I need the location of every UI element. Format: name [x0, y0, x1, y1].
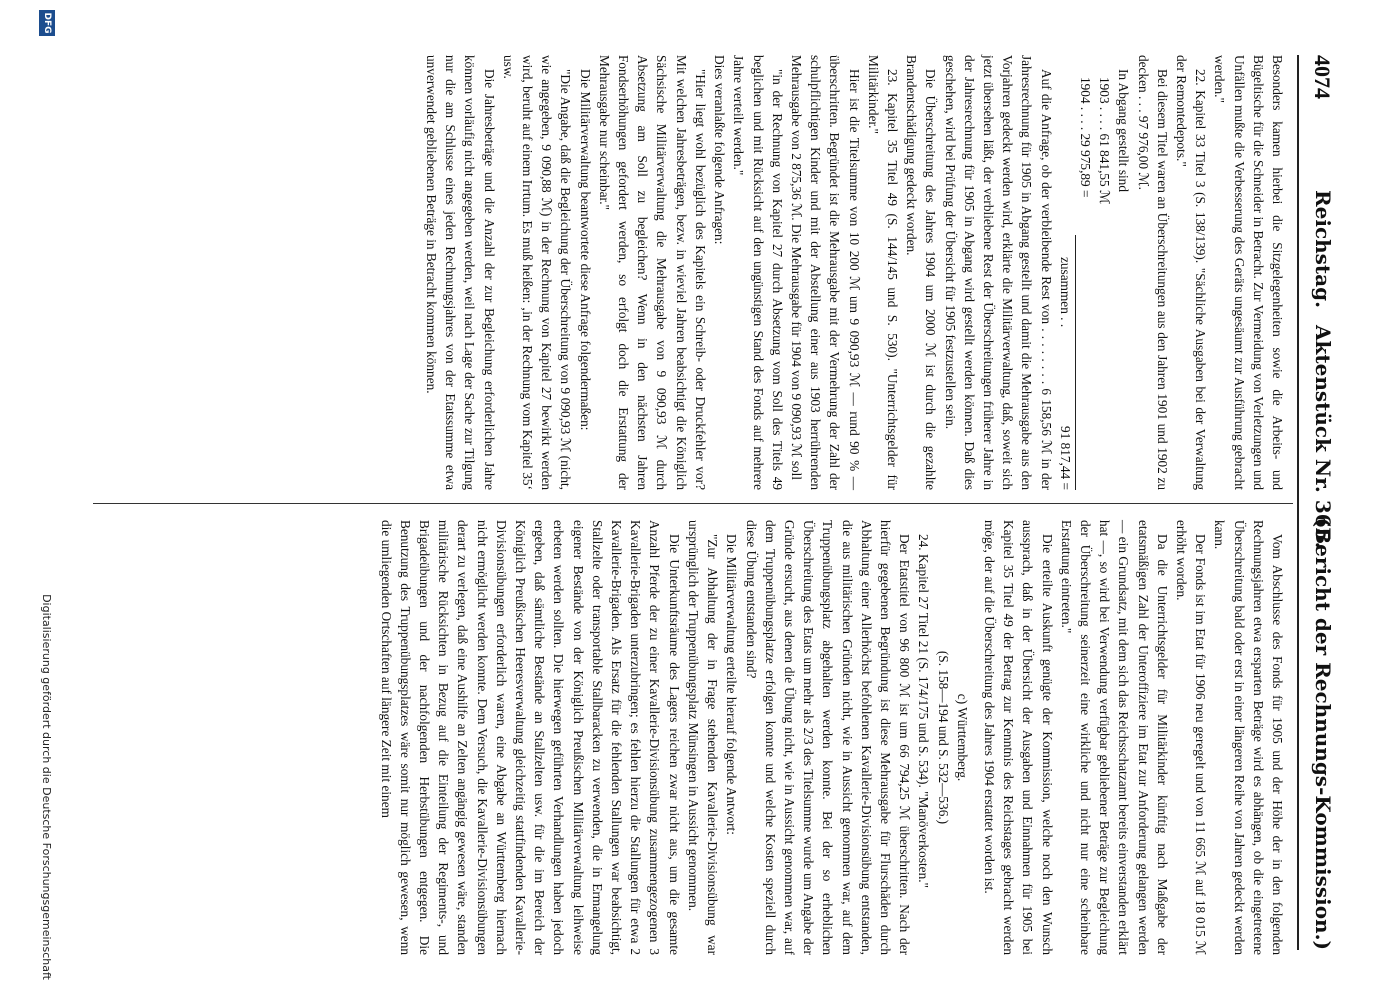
paragraph: In Abgang gestellt sind: [1116, 69, 1132, 192]
paragraph: Die erteilte Auskunft genügte der Kommission, welche noch den Wunsch aussprach, daß in der Übersicht der Ausgaben und Einnahmen für 1905 bei Kapitel 35 Titel 49 der Betrag zur Kenntnis des Reichstages gebracht werden möge, der auf die Überschreitung des Jahres 1904 erstattet worden ist.: [981, 520, 1055, 955]
amount-row-1904: [1076, 55, 1095, 490]
quote: "Hier liegt wohl bezüglich des Kapitels ein Schreib- oder Druckfehler vor? Mit welchen Jahresbeträgen, bezw. in wieviel Jahren beabsichtigt die Königlich Sächsische Militärverwaltung die Mehrausgabe von 9 090,93 ℳ durch Absetzung am Soll zu begleichen? Wenn in den nächsten Jahren Fondserhöhungen gefordert werden, so erfolgt doch die Erstattung der Mehrausgabe nur scheinbar.": [596, 55, 708, 490]
header-bericht: (Bericht der Rechnungs-Kommission.): [1311, 517, 1335, 950]
page-number: 4074: [1310, 55, 1335, 99]
paragraph: Dies veranlaßte folgende Anfragen:: [712, 55, 728, 245]
header-reichstag: Reichstag.: [1311, 190, 1335, 309]
quote: "Zur Abhaltung der in Frage stehenden Kavallerie-Divisionsübung war ursprünglich der Truppenübungsplatz Münsingen in Aussicht genommen.: [685, 520, 721, 955]
section-24-heading: 24. Kapitel 27 Titel 21 (S. 174/175 und S. 534). "Manöverkosten.": [916, 534, 932, 888]
quote: "Die Angabe, daß die Begleichung der Überschreitung von 9 090,93 ℳ (nicht, wie angegeben, 9 090,88 ℳ) in der Rechnung von Kapitel 27 bewirkt werden wird, beruht auf einem Irrtum. Es muß heißen: ‚in der Rechnung vom Kapitel 35‘ usw.: [500, 55, 574, 490]
sum-row: [1056, 235, 1076, 490]
paragraph: Der Etatstitel von 96 800 ℳ ist um 66 794,25 ℳ überschritten. Nach der hierfür gegebenen Begründung ist diese Mehrausgabe für Flurschäden durch Abhaltung einer Allerhöchst befohlenen Kavallerie-Divisionsübung entstanden, die aus militärischen Gründen nicht, wie in Aussicht genommen war, auf dem Truppenübungsplatz abgehalten werden konnte. Bei der so erheblichen Überschreitung des Etats um mehr als 2/3 des Titelsumme wurde um Angabe der Gründe ersucht, aus denen die Übung nicht, wie in Aussicht genommen war, auf dem Truppenübungsplatze erfolgen konnte und welche Kosten speziell durch diese Übung entstanden sind?: [743, 520, 913, 955]
section-pages: (S. 158—194 und S. 532—536.): [935, 650, 951, 825]
paragraph: Die Unterkunftsräume des Lagers reichen zwar nicht aus, um die gesamte Anzahl Pferde der zu einer Kavallerie-Divisionsübung zusammengezogenen 3 Kavallerie-Brigaden unterzubringen; es fehlen hierzu die Stallungen für etwa 2 Kavallerie-Brigaden. Als Ersatz für die fehlenden Stallungen war beabsichtigt, Stallzelte oder transportable Stallbaracken zu verwenden, die in Ermangelung eigener Bestände von der Königlich Preußischen Militärverwaltung leihweise erbeten werden sollten. Die hierwegen geführten Verhandlungen haben jedoch ergeben, daß sämtliche Bestände an Stallzelten usw. für die im Bereich der Königlich Preußischen Heeresverwaltung gleichzeitig stattfindenden Kavallerie-Divisionsübungen erforderlich waren, eine Abgabe an Württemberg hiernach nicht ermöglicht werden konnte. Dem Versuch, die Kavallerie-Divisionsübungen derart zu verlegen, daß eine Aushilfe an Zelten angängig gewesen wäre, standen militärische Rücksichten in Bezug auf die Einteilung der Regiments-, und Brigadeübungen und der nachfolgenden Herbstübungen entgegen. Die Benutzung des Truppenübungsplatzes wäre somit nur möglich gewesen, wenn die umliegenden Ortschaften auf längere Zeit mit einem: [378, 520, 682, 955]
column-divider: [93, 503, 1293, 504]
paragraph: Besonders kamen hierbei die Sitzgelegenheiten sowie die Arbeits- und Bügeltische für die Schneider in Betracht. Zur Vermeidung von Verletzungen und Unfällen mußte die Verbesserung des Geräts ungesäumt zur Ausführung gebracht werden.": [1212, 55, 1285, 490]
amount-row-1903: [1095, 55, 1114, 490]
paragraph: Auf die Anfrage, ob der verbleibende Rest von . . . . . . . . 6 158,56 ℳ in der Jahresrechnung für 1905 in Abgang gestellt und damit die Mehrausgabe aus den Vorjahren gedeckt werden wird, erklärte die Militärverwaltung, daß, soweit sich jetzt übersehen läßt, der verbliebene Rest der Überschreitungen früherer Jahre in der Jahresrechnung für 1905 in Abgang wird gestellt werden können. Daß dies geschehen, wird bei Prüfung der Übersicht für 1905 festzustellen sein.: [942, 55, 1054, 490]
section-22-heading: 22. Kapitel 33 Titel 3 (S. 138/139). "Sächliche Ausgaben bei der Verwaltung der Remontedepots.": [1173, 55, 1209, 490]
section-23-heading: 23. Kapitel 35 Titel 49 (S. 144/145 und S. 530). "Unterrichtsgelder für Militärkinder.": [865, 55, 900, 490]
paragraph: Bei diesem Titel waren an Überschreitungen aus den Jahren 1901 und 1902 zu decken . . . 97 976,00 ℳ.: [1135, 55, 1170, 490]
header-rule: [1297, 55, 1299, 950]
right-column: [376, 520, 1287, 955]
page-header: [1301, 55, 1341, 950]
quote: "in der Rechnung von Kapitel 27 durch Absetzung vom Soll des Titels 49 beglichen und mit Rücksicht auf den ungünstigen Stand des Fonds auf mehrere Jahre verteilt werden.": [731, 55, 785, 490]
amount-text: 1903 . . . . 61 841,55 ℳ: [1097, 77, 1113, 205]
paragraph: Die Jahresbeträge und die Anzahl der zur Begleichung erforderlichen Jahre können vorläufig nicht angegeben werden, weil nach Lage der Sache zur Tilgung nur die am Schlusse eines jeden Rechnungsjahres von der Etatssumme etwa unverwendet gebliebenen Beträge in Betracht kommen können.: [424, 55, 497, 490]
paragraph: Die Militärverwaltung erteilte hierauf folgende Antwort:: [724, 534, 740, 835]
paragraph: Der Fonds ist im Etat für 1906 neu geregelt und von 11 665 ℳ auf 18 015 ℳ erhöht worden.: [1173, 520, 1209, 955]
sum-value: 91 817,44 =: [1057, 425, 1073, 490]
digitization-credit: Digitalisierung gefördert durch die Deutsche Forschungsgemeinschaft: [40, 594, 53, 980]
paragraph: Vom Abschlusse des Fonds für 1905 und der Höhe der in den folgenden Rechnungsjahren etwa ersparten Beträge wird es abhängen, ob die eingetretene Überschreitung bald oder erst in einer längeren Reihe von Jahren gedeckt werden kann.: [1212, 520, 1285, 955]
sum-label: zusammen . .: [1057, 257, 1073, 328]
section-heading-wuerttemberg: c) Württemberg.: [954, 693, 970, 782]
paragraph: Die Militärverwaltung beantwortete diese Anfrage folgendermaßen:: [577, 69, 593, 431]
header-aktenstueck: Aktenstück Nr. 365.: [1311, 325, 1335, 549]
dfg-logo: DFG: [39, 10, 55, 36]
left-column: [422, 55, 1287, 490]
paragraph: Da die Unterrichtsgelder für Militärkinder künftig nach Maßgabe der etatsmäßigen Zahl der Unteroffiziere im Etat zur Anforderung gelangen werden — ein Grundsatz, mit dem sich das Reichsschatzamt bereits einverstanden erklärt hat —, so wird bei Verwendung verfügbar gebliebener Beträge zur Begleichung der Überschreitung seinerzeit eine wirkliche und nicht nur eine scheinbare Erstattung eintreten.": [1058, 520, 1170, 955]
paragraph: Hier ist die Titelsumme von 10 200 ℳ um 9 090,93 ℳ — rund 90 % — überschritten. Begründet ist die Mehrausgabe mit der Vermehrung der Zahl der schulpflichtigen Kinder und mit der Abstellung einer aus 1903 herrührenden Mehrausgabe von 2 875,36 ℳ. Die Mehrausgabe für 1904 von 9 090,93 ℳ soll: [788, 55, 862, 490]
amount-text: 1904 . . . . 29 975,89 =: [1077, 77, 1093, 198]
paragraph: Die Überschreitung des Jahres 1904 um 2000 ℳ ist durch die gezahlte Brandentschädigung gedeckt worden.: [904, 55, 939, 490]
